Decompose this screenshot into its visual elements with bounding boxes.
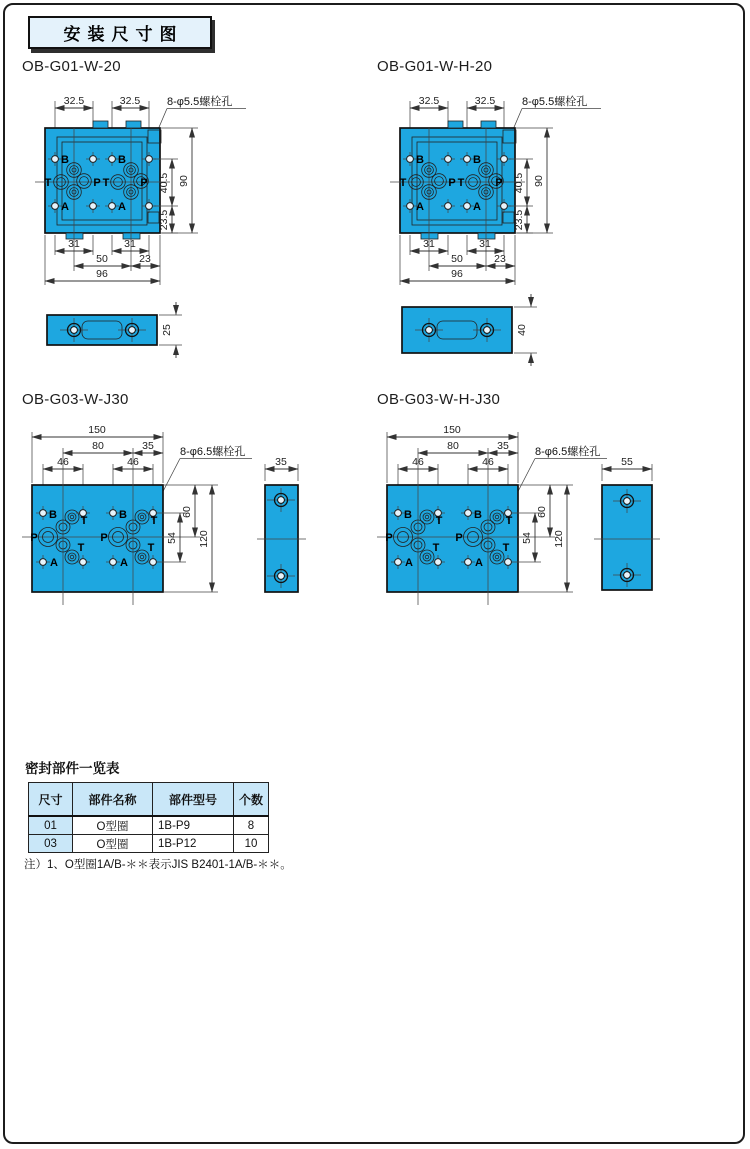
side-view: [257, 456, 306, 592]
port-label-p: P: [30, 532, 38, 544]
bolt-hole-callout: [151, 94, 246, 146]
dim-label: 23: [494, 253, 506, 265]
bolt-note-label: 8-φ6.5螺栓孔: [535, 446, 601, 458]
dim-label: 46: [127, 456, 139, 468]
side-view: [594, 456, 660, 590]
bolt-note-label: 8-φ5.5螺栓孔: [522, 96, 588, 108]
port-label-t: T: [399, 177, 407, 189]
port-label-t: T: [150, 515, 158, 527]
dim-label: 96: [451, 268, 463, 280]
bottom-dimensions: [400, 235, 515, 285]
side-view: [47, 302, 182, 358]
diagram-d2-drawing: [375, 85, 730, 375]
port-label-t: T: [457, 177, 465, 189]
seal-parts-table-title: 密封部件一览表: [25, 761, 120, 776]
page-title-box: [28, 16, 212, 49]
port-label-a: A: [118, 201, 126, 213]
dim-label: 80: [92, 440, 104, 452]
bolt-hole-callout: [506, 94, 601, 146]
bolt-note-label: 8-φ5.5螺栓孔: [167, 96, 233, 108]
dim-label: 120: [198, 530, 210, 548]
dim-label: 150: [443, 424, 461, 436]
dim-label: 40.5: [158, 172, 170, 194]
diagram-caption-d1: OB-G01-W-20: [22, 58, 121, 75]
port-label-b: B: [404, 509, 412, 521]
table-header-row: [29, 783, 269, 817]
cell-model: 1B-P12: [153, 835, 234, 853]
port-label-b: B: [474, 509, 482, 521]
dim-label: 90: [533, 175, 545, 187]
port-label-a: A: [61, 201, 69, 213]
cell-model: 1B-P9: [153, 816, 234, 835]
dim-label: 32.5: [63, 95, 85, 107]
cell-qty: 8: [234, 816, 269, 835]
port-label-b: B: [473, 154, 481, 166]
dim-label: 60: [181, 506, 193, 518]
bottom-dimensions: [45, 235, 160, 285]
dim-label: 32.5: [418, 95, 440, 107]
table-footnote: 注）1、O型圈1A/B-＊＊表示JIS B2401-1A/B-＊＊。: [24, 859, 292, 871]
dim-label: 23.5: [513, 209, 525, 231]
dim-label: 54: [521, 532, 533, 544]
dim-label: 32.5: [119, 95, 141, 107]
dim-label: 46: [482, 456, 494, 468]
port-label-t: T: [432, 542, 440, 554]
cell-qty: 10: [234, 835, 269, 853]
dim-label: 40: [516, 324, 528, 336]
port-label-a: A: [405, 557, 413, 569]
col-header-qty: 个数: [234, 783, 269, 817]
port-label-b: B: [61, 154, 69, 166]
port-label-t: T: [505, 515, 513, 527]
port-label-t: T: [502, 542, 510, 554]
dim-label: 31: [124, 238, 136, 250]
dim-label: 35: [497, 440, 509, 452]
port-label-p: P: [455, 532, 463, 544]
dim-label: 23: [139, 253, 151, 265]
diagram-caption-d2: OB-G01-W-H-20: [377, 58, 493, 75]
bolt-hole-callout: [156, 444, 252, 505]
port-label-p: P: [385, 532, 393, 544]
dim-label: 96: [96, 268, 108, 280]
port-label-b: B: [49, 509, 57, 521]
cell-size: 03: [29, 835, 73, 853]
dim-label: 50: [96, 253, 108, 265]
dim-label: 25: [161, 324, 173, 336]
port-label-p: P: [140, 177, 148, 189]
port-label-a: A: [416, 201, 424, 213]
dim-label: 50: [451, 253, 463, 265]
port-label-a: A: [50, 557, 58, 569]
port-label-t: T: [102, 177, 110, 189]
dim-label: 35: [142, 440, 154, 452]
dim-label: 31: [68, 238, 80, 250]
dim-label: 31: [479, 238, 491, 250]
port-label-b: B: [119, 509, 127, 521]
side-view: [402, 294, 537, 366]
col-header-model: 部件型号: [153, 783, 234, 817]
dim-label: 120: [553, 530, 565, 548]
port-label-t: T: [435, 515, 443, 527]
dim-label: 55: [621, 456, 633, 468]
dim-label: 54: [166, 532, 178, 544]
dim-label: 40.5: [513, 172, 525, 194]
bolt-note-label: 8-φ6.5螺栓孔: [180, 446, 246, 458]
port-label-t: T: [80, 515, 88, 527]
cell-name: O型圈: [73, 816, 153, 835]
port-label-p: P: [100, 532, 108, 544]
diagram-caption-d4: OB-G03-W-H-J30: [377, 391, 501, 408]
dim-label: 150: [88, 424, 106, 436]
port-label-b: B: [118, 154, 126, 166]
port-label-t: T: [44, 177, 52, 189]
diagram-caption-d3: OB-G03-W-J30: [22, 391, 129, 408]
table-row: [29, 816, 269, 835]
dim-label: 90: [178, 175, 190, 187]
col-header-size: 尺寸: [29, 783, 73, 817]
dim-label: 35: [275, 456, 287, 468]
port-label-p: P: [93, 177, 101, 189]
port-label-a: A: [475, 557, 483, 569]
dim-label: 32.5: [474, 95, 496, 107]
right-dimensions: [160, 485, 218, 592]
bolt-hole-callout: [511, 444, 607, 505]
port-label-t: T: [147, 542, 155, 554]
right-dimensions: [515, 485, 573, 592]
cell-name: O型圈: [73, 835, 153, 853]
port-label-p: P: [448, 177, 456, 189]
dim-label: 46: [412, 456, 424, 468]
port-label-t: T: [77, 542, 85, 554]
port-label-b: B: [416, 154, 424, 166]
port-label-p: P: [495, 177, 503, 189]
dim-label: 31: [423, 238, 435, 250]
seal-parts-table: [28, 782, 269, 853]
col-header-name: 部件名称: [73, 783, 153, 817]
page-title: 安装尺寸图: [63, 25, 184, 44]
dim-label: 60: [536, 506, 548, 518]
diagram-d4-drawing: [375, 415, 695, 635]
port-label-a: A: [120, 557, 128, 569]
dim-label: 23.5: [158, 209, 170, 231]
cell-size: 01: [29, 816, 73, 835]
port-label-a: A: [473, 201, 481, 213]
diagram-d3-drawing: [20, 415, 340, 635]
diagram-d1-drawing: [20, 85, 375, 375]
dim-label: 46: [57, 456, 69, 468]
table-row: [29, 835, 269, 853]
dim-label: 80: [447, 440, 459, 452]
